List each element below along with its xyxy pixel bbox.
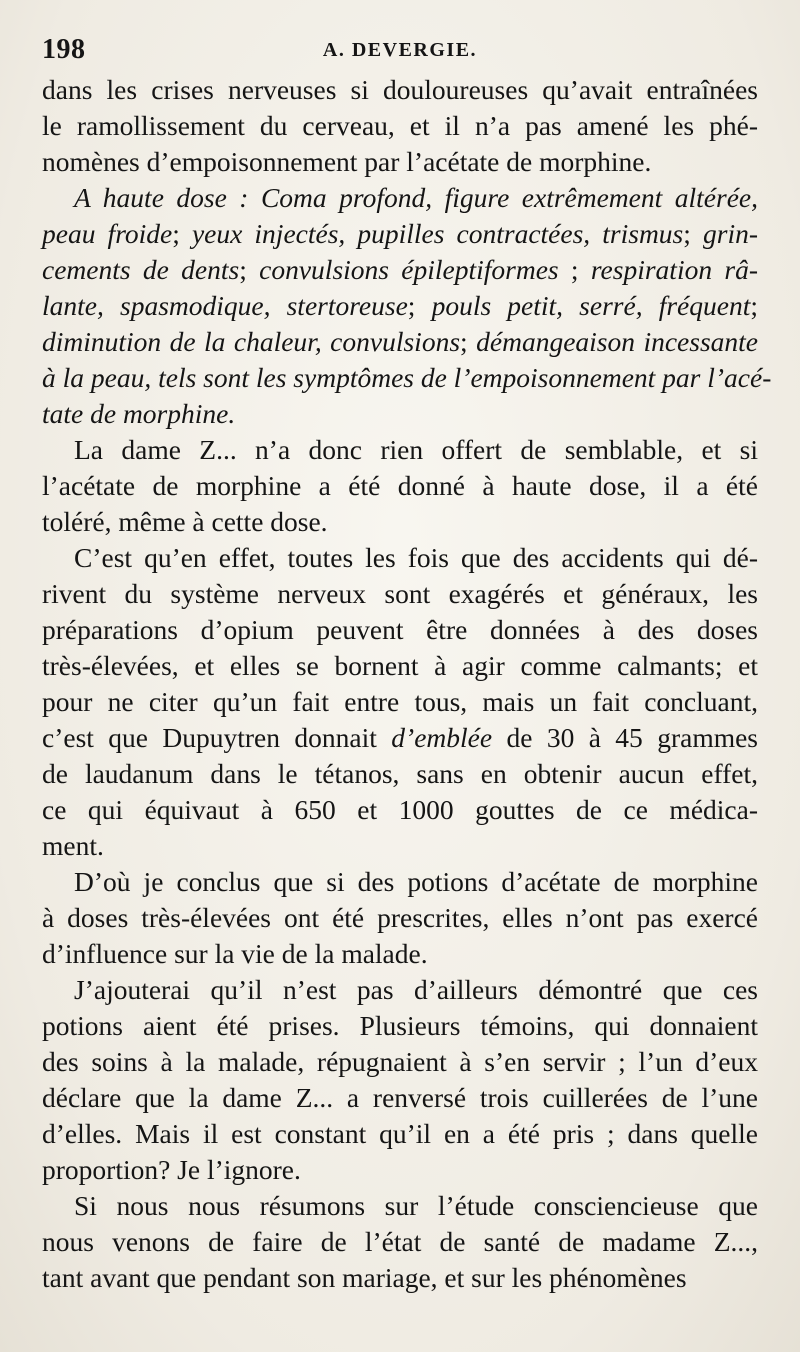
paragraph — [42, 1188, 758, 1296]
text-run: préparations d’opium peuvent être données à des doses — [42, 614, 758, 645]
text-run: très-élevées, et elles se bornent à agir comme calmants; et — [42, 650, 758, 681]
text-line — [42, 1044, 758, 1080]
text-run: l’acétate de morphine a été donné à haute dose, il a été — [42, 470, 758, 501]
text-line — [42, 72, 758, 108]
text-line — [42, 648, 758, 684]
text-run: dans les crises nerveuses si douloureuses qu’avait entraînées — [42, 74, 758, 105]
page-number: 198 — [42, 34, 86, 65]
body-text — [42, 72, 772, 1296]
text-run: nous venons de faire de l’état de santé de madame Z..., — [42, 1226, 758, 1257]
text-run: ; — [460, 326, 477, 357]
text-line — [42, 144, 758, 180]
text-line — [42, 900, 758, 936]
italic-text: pouls petit, serré, fréquent — [431, 290, 751, 321]
text-run: ce qui équivaut à 650 et 1000 gouttes de ce médica- — [42, 794, 758, 825]
text-line — [42, 1188, 758, 1224]
text-line — [42, 864, 758, 900]
text-run: proportion? Je l’ignore. — [42, 1154, 301, 1185]
text-run: pour ne citer qu’un fait entre tous, mais un fait concluant, — [42, 686, 758, 717]
text-run: le ramollissement du cerveau, et il n’a pas amené les phé- — [42, 110, 758, 141]
paragraph — [42, 432, 758, 540]
text-line — [42, 1260, 758, 1296]
text-line — [42, 216, 758, 252]
italic-text: respiration râ- — [590, 254, 759, 285]
text-run: ; — [750, 290, 758, 321]
text-line — [42, 504, 758, 540]
text-run: ; — [683, 218, 703, 249]
text-run: tant avant que pendant son mariage, et sur les phénomènes — [42, 1262, 687, 1293]
text-run: La dame Z... n’a donc rien offert de semblable, et si — [74, 434, 758, 465]
text-run: de 30 à 45 grammes — [492, 722, 759, 753]
text-run: Si nous nous résumons sur l’étude consciencieuse que — [74, 1190, 758, 1221]
italic-text: d’emblée — [391, 722, 493, 753]
text-line — [42, 828, 758, 864]
text-run: C’est qu’en effet, toutes les fois que des accidents qui dé- — [74, 542, 758, 573]
text-run: ; — [172, 218, 192, 249]
text-line — [42, 108, 758, 144]
text-line — [42, 288, 758, 324]
italic-text: peau froide — [42, 218, 173, 249]
italic-text: yeux injectés, pupilles contractées, trismus — [191, 218, 684, 249]
page-header — [42, 34, 758, 68]
text-line — [42, 432, 758, 468]
italic-text: diminution de la chaleur, convulsions — [42, 326, 461, 357]
text-line — [42, 1080, 758, 1116]
text-line — [42, 180, 758, 216]
italic-text: convulsions épileptiformes — [259, 254, 559, 285]
text-run: potions aient été prises. Plusieurs témoins, qui donnaient — [42, 1010, 758, 1041]
paragraph — [42, 540, 758, 864]
text-run: des soins à la malade, répugnaient à s’en servir ; l’un d’eux — [42, 1046, 758, 1077]
text-run: c’est que Dupuytren donnait — [42, 722, 392, 753]
running-head: A. DEVERGIE. — [322, 39, 478, 61]
text-run: ment. — [42, 830, 104, 861]
italic-text: tate de morphine. — [42, 398, 236, 429]
text-line — [42, 936, 758, 972]
text-line — [42, 540, 758, 576]
text-line — [42, 252, 758, 288]
text-run: ; — [239, 254, 260, 285]
text-run: J’ajouterai qu’il n’est pas d’ailleurs démontré que ces — [74, 974, 758, 1005]
paragraph — [42, 72, 758, 180]
italic-text: grin- — [703, 218, 758, 249]
text-line — [42, 792, 758, 828]
text-line — [42, 576, 758, 612]
text-line — [42, 612, 758, 648]
italic-text: démangeaison incessante — [476, 326, 759, 357]
text-line — [42, 468, 758, 504]
italic-text: lante, spasmodique, stertoreuse — [42, 290, 408, 321]
paragraph — [42, 180, 772, 432]
text-line — [42, 396, 758, 432]
text-run: à doses très-élevées ont été prescrites, elles n’ont pas exercé — [42, 902, 758, 933]
text-run: ; — [407, 290, 432, 321]
text-line — [42, 324, 758, 360]
text-run: de laudanum dans le tétanos, sans en obtenir aucun effet, — [42, 758, 758, 789]
text-run: ; — [558, 254, 591, 285]
text-run: nomènes d’empoisonnement par l’acétate de morphine. — [42, 146, 652, 177]
text-run: déclare que la dame Z... a renversé trois cuillerées de l’une — [42, 1082, 758, 1113]
italic-text: cements de dents — [42, 254, 240, 285]
text-line — [42, 972, 758, 1008]
text-line — [42, 684, 758, 720]
text-run: rivent du système nerveux sont exagérés et généraux, les — [42, 578, 758, 609]
text-run: D’où je conclus que si des potions d’acétate de morphine — [74, 866, 758, 897]
text-run: toléré, même à cette dose. — [42, 506, 328, 537]
text-line — [42, 1152, 758, 1188]
paragraph — [42, 972, 758, 1188]
text-line — [42, 756, 758, 792]
text-line — [42, 1224, 758, 1260]
text-line — [42, 1116, 758, 1152]
paragraph — [42, 864, 758, 972]
text-line — [42, 720, 758, 756]
text-line — [42, 360, 772, 396]
italic-text: à la peau, tels sont les symptômes de l’empoisonnement par l’acé- — [42, 362, 772, 393]
text-line — [42, 1008, 758, 1044]
text-run: d’elles. Mais il est constant qu’il en a été pris ; dans quelle — [42, 1118, 758, 1149]
italic-text: A haute dose : Coma profond, figure extrêmement altérée, — [74, 182, 758, 213]
text-run: d’influence sur la vie de la malade. — [42, 938, 428, 969]
